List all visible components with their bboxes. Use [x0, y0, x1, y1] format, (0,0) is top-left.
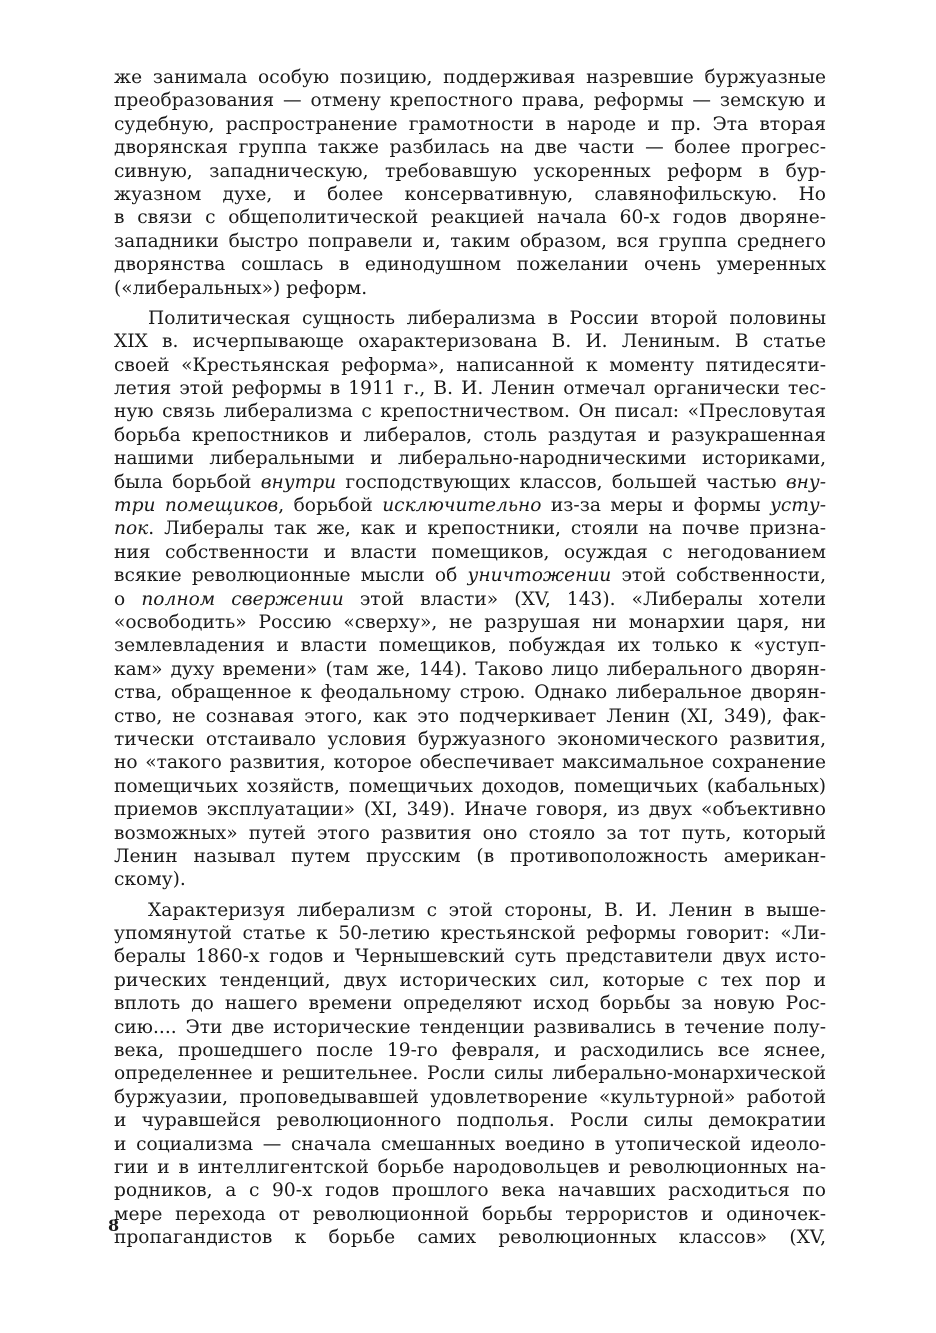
- text-line: [114, 564, 826, 587]
- text-line: жуазном духе, и более консервативную, славянофильскую. Но: [114, 183, 826, 205]
- text-line: [114, 541, 826, 564]
- text-line: [114, 822, 826, 845]
- text-line: гии и в интеллигентской борьбе народовольцев и революционных на-: [114, 1156, 826, 1178]
- text-segment: возможных» путей этого развития оно стояло за тот путь, который: [114, 822, 826, 844]
- text-line: [114, 728, 826, 751]
- text-line: судебную, распространение грамотности в народе и пр. Эта вторая: [114, 113, 826, 135]
- text-line: [114, 354, 826, 377]
- text-segment: , борьбой: [278, 495, 383, 517]
- text-segment: о: [114, 588, 142, 610]
- text-line: мере перехода от революционной борьбы террористов и одиночек-: [114, 1203, 826, 1225]
- text-line: [114, 868, 826, 891]
- text-line: [114, 494, 826, 517]
- text-segment: летия этой реформы в 1911 г., В. И. Ленин отмечал органически тес-: [114, 378, 826, 400]
- text-line: дворянская группа также разбилась на две части — более прогрес-: [114, 137, 826, 159]
- text-line: и социализма — сначала смешанных воедино в утопической идеоло-: [114, 1133, 826, 1155]
- text-segment: этой власти» (XV, 143). «Либералы хотели: [343, 588, 826, 610]
- text-segment: всякие революционные мысли об: [114, 565, 468, 587]
- text-line: [114, 681, 826, 704]
- text-line: сивную, западническую, требовавшую ускоренных реформ в бур-: [114, 160, 826, 182]
- text-line: упомянутой статье к 50-летию крестьянской реформы говорит: «Ли-: [114, 923, 826, 945]
- text-line: [114, 471, 826, 494]
- text-segment: из-за меры и формы: [541, 495, 771, 517]
- text-segment: была борьбой: [114, 471, 261, 493]
- text-line: вплоть до нашего времени определяют исход борьбы за новую Рос-: [114, 993, 826, 1015]
- text-line: [114, 330, 826, 353]
- text-segment: Политическая сущность либерализма в России второй половины: [148, 307, 826, 329]
- text-segment: но «такого развития, которое обеспечивает максимальное сохранение: [114, 752, 826, 774]
- text-line: [114, 705, 826, 728]
- text-line: века, прошедшего после 19-го февраля, и расходились все яснее,: [114, 1040, 826, 1062]
- text-line: [114, 517, 826, 540]
- text-segment: землевладения и власти помещиков, побуждая их только к «уступ-: [114, 635, 826, 657]
- text-segment: нашими либеральными и либерально-народническими историками,: [114, 448, 826, 470]
- text-line: же занимала особую позицию, поддерживая назревшие буржуазные: [114, 67, 826, 88]
- text-line: западники быстро поправели и, таким образом, вся группа среднего: [114, 230, 826, 252]
- text-segment: борьба крепостников и либералов, столь раздутая и разукрашенная: [114, 424, 826, 446]
- text-line: [114, 845, 826, 868]
- text-segment: господствующих классов, большей частью: [336, 471, 786, 493]
- text-segment: три помещиков: [114, 495, 279, 517]
- text-segment: внутри: [260, 471, 337, 493]
- text-segment: приемов эксплуатации» (XI, 349). Иначе говоря, из двух «объективно: [114, 799, 826, 821]
- text-line: сию.... Эти две исторические тенденции развивались в течение полу-: [114, 1016, 826, 1038]
- text-segment: ния собственности и власти помещиков, осуждая с негодованием: [114, 541, 826, 563]
- text-segment: ство, не сознавая этого, как это подчеркивает Ленин (XI, 349), фак-: [114, 705, 826, 727]
- text-segment: этой собственности,: [611, 565, 826, 587]
- page-text: [114, 66, 826, 1250]
- text-line: [114, 377, 826, 400]
- text-line: [114, 588, 826, 611]
- text-line: [114, 611, 826, 634]
- text-segment: тически отстаивало условия буржуазного экономического развития,: [114, 728, 826, 750]
- text-line: [114, 447, 826, 470]
- text-segment: Ленин называл путем прусским (в противоположность американ-: [114, 845, 826, 867]
- text-line: [114, 400, 826, 423]
- text-line: бералы 1860-х годов и Чернышевский суть представители двух исто-: [114, 946, 826, 968]
- page-number: 8: [108, 1216, 120, 1235]
- text-segment: ства, обращенное к феодальному строю. Однако либеральное дворян-: [114, 682, 826, 704]
- text-segment: полном свержении: [141, 588, 344, 610]
- paragraph-1: [114, 66, 826, 300]
- text-line: буржуазии, проповедывавшей удовлетворение «культурной» работой: [114, 1086, 826, 1108]
- text-line: дворянства сошлась в единодушном пожелании очень умеренных: [114, 254, 826, 276]
- text-line: преобразования — отмену крепостного права, реформы — земскую и: [114, 90, 826, 112]
- text-segment: скому).: [114, 869, 186, 891]
- text-line: в связи с общеполитической реакцией начала 60-х годов дворяне-: [114, 207, 826, 229]
- text-segment: исключительно: [382, 495, 542, 517]
- text-line: [114, 751, 826, 774]
- text-line: пропагандистов к борьбе самих революционных классов» (XV,: [114, 1227, 826, 1249]
- text-line: [114, 798, 826, 821]
- text-line: Характеризуя либерализм с этой стороны, В. И. Ленин в выше-: [148, 899, 826, 921]
- text-line: определеннее и решительнее. Росли силы либерально-монархической: [114, 1063, 826, 1085]
- paragraph-2: [114, 307, 826, 892]
- text-line: («либеральных») реформ.: [114, 277, 368, 299]
- text-segment: кам» духу времени» (там же, 144). Таково лицо либерального дворян-: [114, 658, 826, 680]
- text-segment: вну-: [785, 471, 826, 493]
- text-segment: помещичьих хозяйств, помещичьих доходов, помещичьих (кабальных): [114, 775, 826, 797]
- text-segment: уничтожении: [467, 565, 612, 587]
- text-line: [114, 424, 826, 447]
- text-segment: ную связь либерализма с крепостничеством. Он писал: «Пресловутая: [114, 401, 826, 423]
- text-line: рических тенденций, двух исторических сил, которые с тех пор и: [114, 969, 826, 991]
- text-segment: . Либералы так же, как и крепостники, стояли на почве призна-: [148, 518, 826, 540]
- text-segment: XIX в. исчерпывающе охарактеризована В. И. Лениным. В статье: [114, 331, 826, 353]
- text-line: [114, 658, 826, 681]
- text-segment: своей «Крестьянская реформа», написанной к моменту пятидесяти-: [114, 354, 826, 376]
- text-segment: пок: [114, 518, 149, 540]
- text-line: [114, 307, 826, 330]
- text-line: [114, 775, 826, 798]
- paragraph-3: [114, 899, 826, 1250]
- text-line: и чуравшейся революционного подполья. Росли силы демократии: [114, 1110, 826, 1132]
- text-segment: «освободить» Россию «сверху», не разрушая ни монархии царя, ни: [114, 611, 826, 633]
- text-segment: усту-: [770, 495, 826, 517]
- text-line: [114, 634, 826, 657]
- text-line: родников, а с 90-х годов прошлого века начавших расходиться по: [114, 1180, 826, 1202]
